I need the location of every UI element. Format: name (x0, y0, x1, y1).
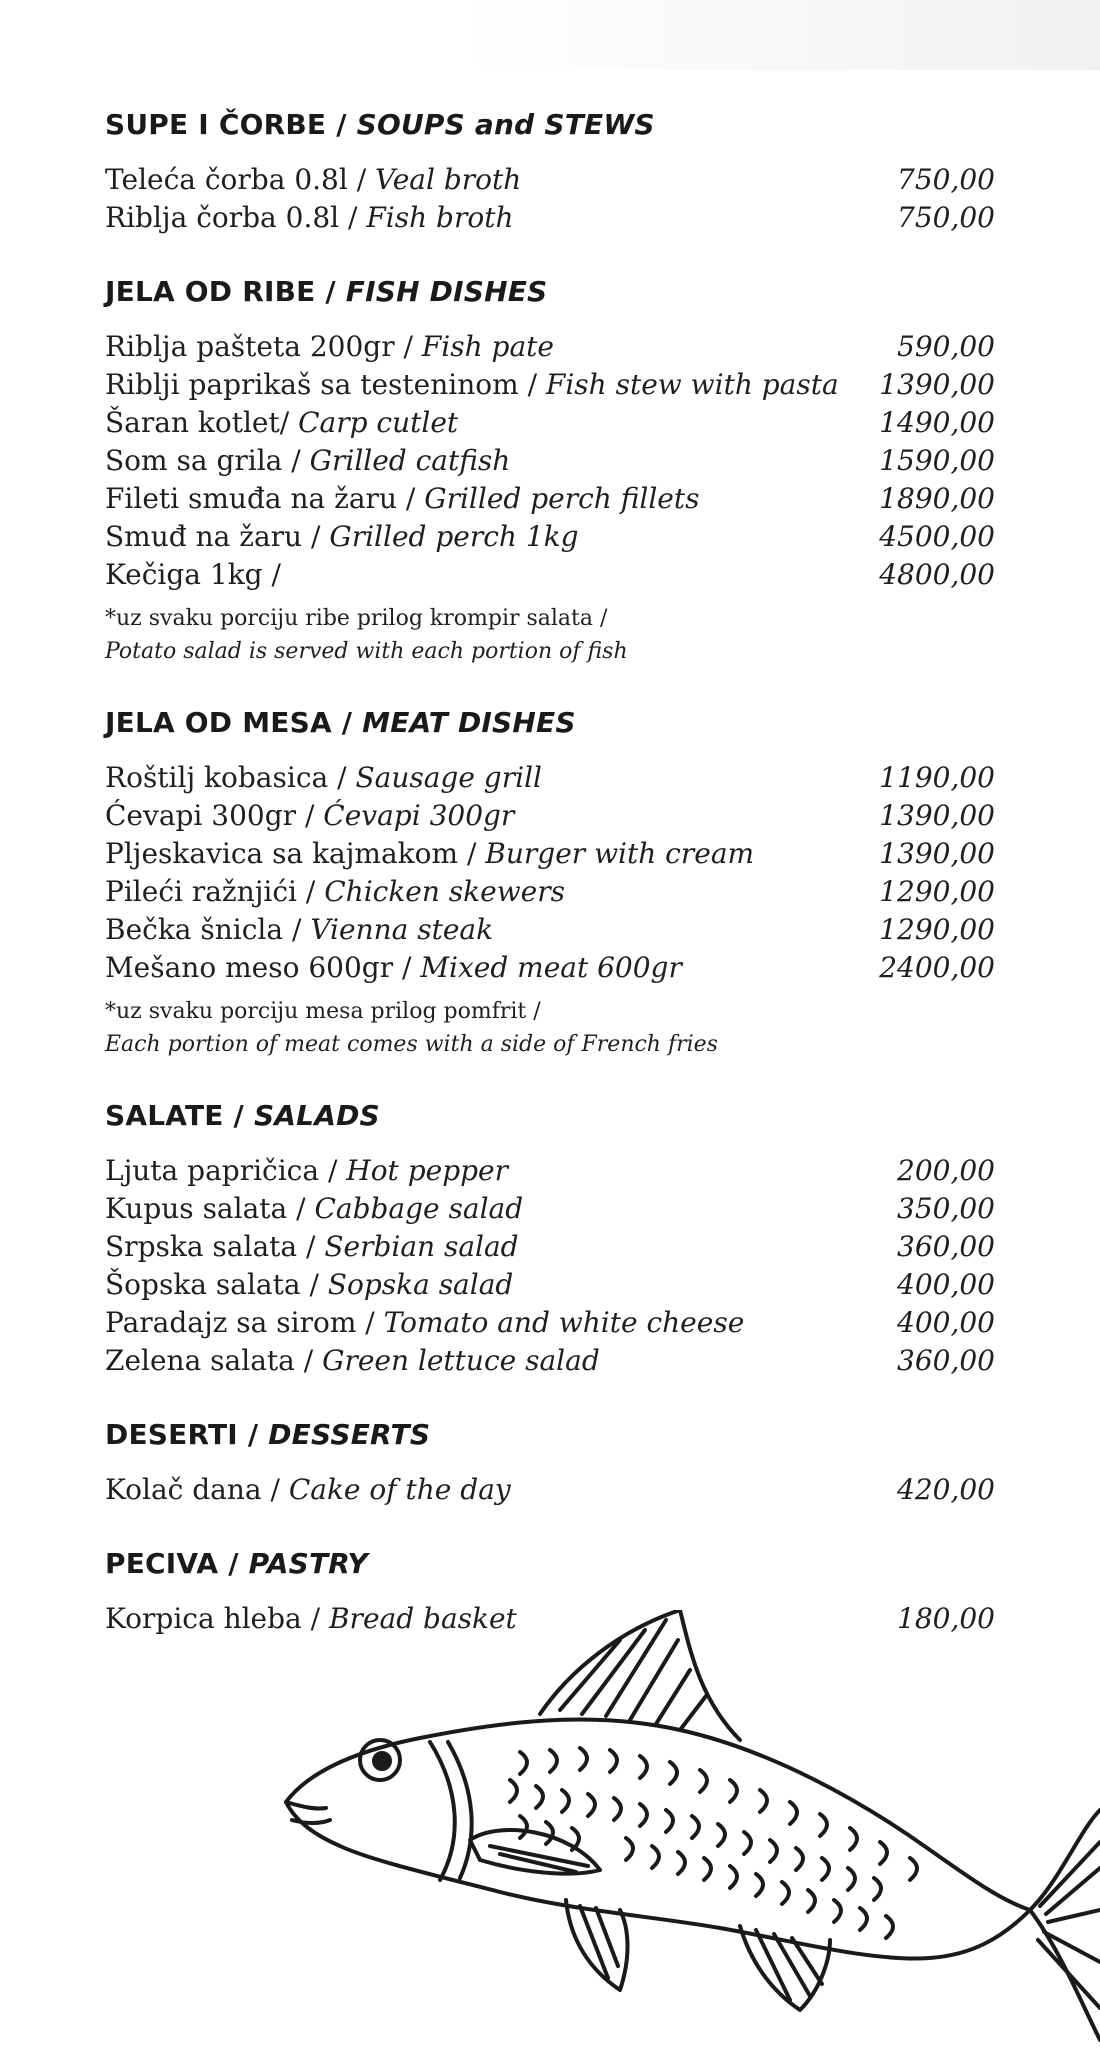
menu-item-price: 180,00 (897, 1602, 995, 1635)
menu-item-name (105, 328, 554, 366)
menu-item-name (105, 835, 754, 873)
menu-item-price: 750,00 (897, 163, 995, 196)
menu-item-name (105, 1471, 511, 1509)
menu-item-name-sr: Zelena salata (105, 1344, 295, 1377)
menu-item (105, 480, 995, 518)
menu-item-name (105, 480, 700, 518)
section-note (105, 602, 995, 668)
menu-item (105, 1228, 995, 1266)
menu-item-name-sr: Kolač dana (105, 1473, 262, 1506)
menu-item-name-en: Mixed meat 600gr (420, 951, 682, 984)
menu-item-name (105, 404, 458, 442)
menu-item (105, 949, 995, 987)
section-title-sr: SALATE (105, 1099, 224, 1132)
section-note-en: Potato salad is served with each portion of fish (105, 639, 628, 664)
section-title-en: FISH DISHES (345, 275, 548, 308)
menu-item (105, 404, 995, 442)
menu-item-price: 1290,00 (879, 913, 995, 946)
menu-item-separator: / (279, 406, 299, 439)
menu-item-price: 400,00 (897, 1268, 995, 1301)
menu-item-name-sr: Pileći ražnjići (105, 875, 297, 908)
menu-item (105, 556, 995, 594)
menu-item-name-sr: Kupus salata (105, 1192, 288, 1225)
menu-item-separator: / (297, 1230, 325, 1263)
menu-list (105, 108, 995, 1676)
menu-item-name-en: Fish stew with pasta (545, 368, 839, 401)
section-title-en: PASTRY (248, 1547, 368, 1580)
menu-item-name-en: Ćevapi 300gr (323, 799, 515, 832)
menu-item (105, 199, 995, 237)
menu-item-separator: / (396, 482, 425, 515)
menu-item (105, 1266, 995, 1304)
menu-item-separator: / (287, 1192, 315, 1225)
menu-item-name-en: Grilled perch 1kg (329, 520, 579, 553)
menu-section (105, 275, 995, 668)
section-note-sr: *uz svaku porciju mesa prilog pomfrit / (105, 999, 541, 1024)
section-title-sr: JELA OD RIBE (105, 275, 316, 308)
menu-item-name (105, 1342, 600, 1380)
menu-item-separator: / (347, 163, 376, 196)
menu-section (105, 108, 995, 237)
menu-item-price: 590,00 (897, 330, 995, 363)
menu-item-separator: / (262, 558, 281, 591)
menu-item (105, 759, 995, 797)
menu-item-name-sr: Riblji paprikaš sa testeninom (105, 368, 519, 401)
section-note-en: Each portion of meat comes with a side of French fries (105, 1032, 718, 1057)
menu-item-name (105, 759, 542, 797)
menu-section (105, 1099, 995, 1380)
page-top-shadow (0, 0, 1100, 70)
menu-item-price: 350,00 (897, 1192, 995, 1225)
section-title-sr: JELA OD MESA (105, 706, 332, 739)
menu-item-separator: / (300, 1268, 328, 1301)
menu-item (105, 835, 995, 873)
menu-item-name (105, 161, 521, 199)
menu-item-name-en: Grilled perch fillets (424, 482, 700, 515)
menu-item-name-en: Tomato and white cheese (383, 1306, 745, 1339)
menu-item-price: 4800,00 (879, 558, 995, 591)
menu-item-name (105, 1228, 519, 1266)
menu-item-price: 360,00 (897, 1344, 995, 1377)
menu-item-name (105, 1266, 513, 1304)
menu-item-price: 360,00 (897, 1230, 995, 1263)
menu-item-name-en: Burger with cream (485, 837, 755, 870)
menu-item (105, 873, 995, 911)
section-title: DESERTI / DESSERTS (105, 1418, 431, 1451)
menu-item-name-sr: Pljeskavica sa kajmakom (105, 837, 459, 870)
menu-item-price: 1390,00 (879, 368, 995, 401)
menu-item-name-sr: Šaran kotlet (105, 406, 280, 439)
menu-item-separator: / (518, 368, 546, 401)
menu-item (105, 1190, 995, 1228)
menu-item-name-en: Sopska salad (327, 1268, 514, 1301)
menu-item-name-en: Carp cutlet (298, 406, 459, 439)
menu-item-price: 1390,00 (879, 799, 995, 832)
menu-item-price: 1190,00 (879, 761, 995, 794)
fish-illustration-icon (270, 1610, 1100, 2048)
menu-item-name (105, 556, 281, 594)
menu-item-separator: / (339, 201, 367, 234)
menu-item-name-sr: Teleća čorba 0.8l (105, 163, 348, 196)
menu-item-price: 1390,00 (879, 837, 995, 870)
menu-item-name (105, 1190, 523, 1228)
menu-item (105, 1342, 995, 1380)
menu-item (105, 366, 995, 404)
menu-item-price: 1890,00 (879, 482, 995, 515)
menu-item-separator: / (301, 1602, 329, 1635)
menu-item-name-en: Chicken skewers (324, 875, 565, 908)
menu-item-name (105, 199, 514, 237)
menu-item-separator: / (356, 1306, 384, 1339)
section-title: PECIVA / PASTRY (105, 1547, 368, 1580)
menu-item-price: 400,00 (897, 1306, 995, 1339)
menu-item-separator: / (302, 520, 330, 553)
menu-item (105, 518, 995, 556)
section-title-en: SALADS (253, 1099, 380, 1132)
menu-item-name-en: Grilled catfish (309, 444, 511, 477)
menu-section (105, 706, 995, 1061)
menu-item (105, 1152, 995, 1190)
menu-item-name-sr: Bečka šnicla (105, 913, 284, 946)
menu-item (105, 797, 995, 835)
menu-item-name (105, 797, 514, 835)
menu-item (105, 442, 995, 480)
menu-item (105, 911, 995, 949)
menu-section (105, 1418, 995, 1509)
section-title-en: DESSERTS (268, 1418, 431, 1451)
section-title: SUPE I ČORBE / SOUPS and STEWS (105, 108, 655, 141)
menu-item-price: 4500,00 (879, 520, 995, 553)
menu-item-name-sr: Riblja pašteta 200gr (105, 330, 395, 363)
menu-item-name (105, 518, 579, 556)
section-note (105, 995, 995, 1061)
menu-item-name-sr: Mešano meso 600gr (105, 951, 394, 984)
section-title: JELA OD MESA / MEAT DISHES (105, 706, 576, 739)
menu-item-name-en: Sausage grill (355, 761, 542, 794)
menu-item-name-sr: Srpska salata (105, 1230, 298, 1263)
menu-item (105, 161, 995, 199)
menu-item-name-sr: Šopska salata (105, 1268, 301, 1301)
section-note-sr: *uz svaku porciju ribe prilog krompir salata / (105, 606, 608, 631)
menu-item-name (105, 911, 493, 949)
menu-item-name-sr: Paradajz sa sirom (105, 1306, 357, 1339)
menu-item-name-en: Cake of the day (288, 1473, 511, 1506)
menu-item-name-sr: Smuđ na žaru (105, 520, 303, 553)
menu-item-separator: / (261, 1473, 289, 1506)
menu-item (105, 1471, 995, 1509)
menu-item-name-en: Veal broth (375, 163, 522, 196)
menu-item-name-sr: Fileti smuđa na žaru (105, 482, 397, 515)
menu-item-name-en: Serbian salad (324, 1230, 519, 1263)
menu-item-name-en: Cabbage salad (314, 1192, 524, 1225)
menu-item-name-en: Hot pepper (346, 1154, 509, 1187)
menu-item-separator: / (294, 1344, 323, 1377)
menu-item-name (105, 1152, 508, 1190)
menu-item-separator: / (393, 951, 421, 984)
menu-item-name-en: Green lettuce salad (322, 1344, 600, 1377)
menu-item-separator: / (297, 875, 325, 908)
menu-item-name (105, 949, 682, 987)
menu-item-price: 2400,00 (879, 951, 995, 984)
menu-item (105, 1304, 995, 1342)
menu-item-name-sr: Roštilj kobasica (105, 761, 329, 794)
menu-item-separator: / (394, 330, 422, 363)
menu-item-name (105, 366, 839, 404)
menu-item-name (105, 1304, 744, 1342)
menu-item-price: 420,00 (897, 1473, 995, 1506)
menu-item-price: 750,00 (897, 201, 995, 234)
menu-item-separator: / (328, 761, 356, 794)
menu-item-name (105, 442, 510, 480)
menu-item-price: 200,00 (897, 1154, 995, 1187)
menu-item-name-en: Fish pate (421, 330, 554, 363)
menu-item-separator: / (319, 1154, 347, 1187)
section-title-sr: DESERTI (105, 1418, 238, 1451)
menu-item-name-sr: Ljuta papričica (105, 1154, 320, 1187)
menu-item-price: 1490,00 (879, 406, 995, 439)
menu-item-separator: / (296, 799, 324, 832)
menu-item-name-sr: Som sa grila (105, 444, 283, 477)
menu-item (105, 328, 995, 366)
menu-item-name-en: Fish broth (366, 201, 514, 234)
section-title-en: MEAT DISHES (362, 706, 576, 739)
section-title-sr: PECIVA (105, 1547, 219, 1580)
menu-item-name-sr: Kečiga 1kg (105, 558, 263, 591)
section-title: JELA OD RIBE / FISH DISHES (105, 275, 548, 308)
menu-item-name-en: Vienna steak (310, 913, 494, 946)
menu-item-name-sr: Korpica hleba (105, 1602, 302, 1635)
section-title: SALATE / SALADS (105, 1099, 380, 1132)
menu-item-separator: / (283, 913, 311, 946)
menu-item-name (105, 873, 565, 911)
section-title-sr: SUPE I ČORBE (105, 108, 327, 141)
menu-item-separator: / (458, 837, 486, 870)
menu-item-name-sr: Ćevapi 300gr (105, 799, 297, 832)
section-title-en: SOUPS and STEWS (356, 108, 655, 141)
menu-item-price: 1290,00 (879, 875, 995, 908)
menu-item-separator: / (282, 444, 310, 477)
menu-item-name-sr: Riblja čorba 0.8l (105, 201, 340, 234)
menu-item-price: 1590,00 (879, 444, 995, 477)
menu-item-name-en: Bread basket (328, 1602, 517, 1635)
